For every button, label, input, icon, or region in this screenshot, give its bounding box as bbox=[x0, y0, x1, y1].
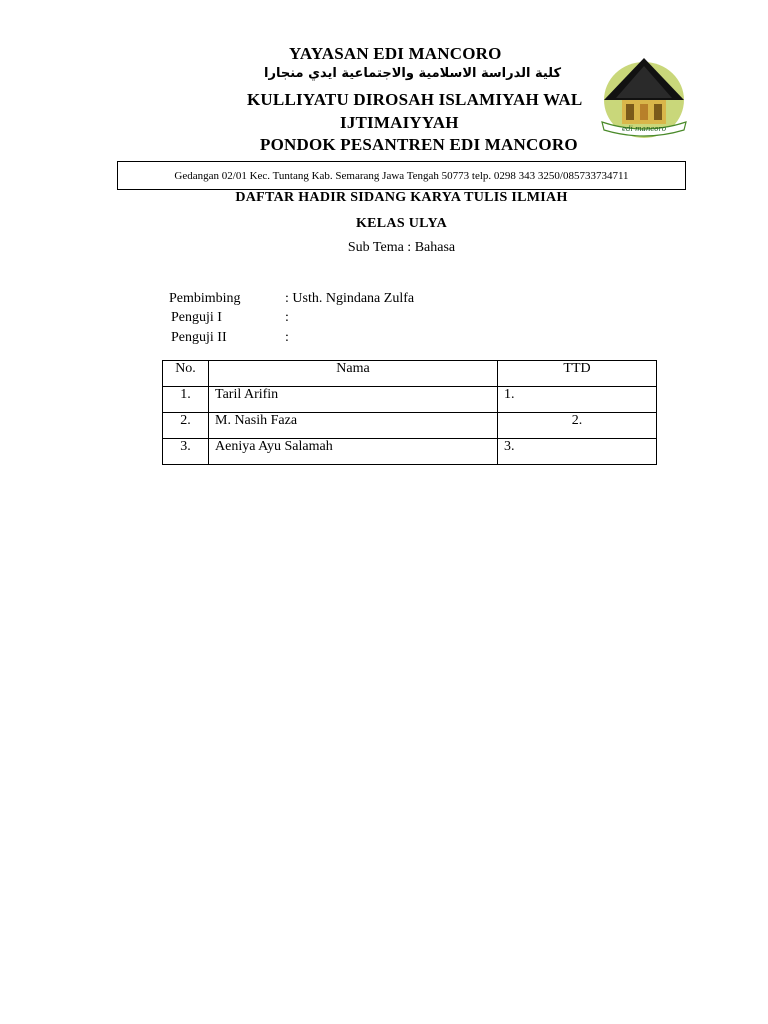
row-ttd: 3. bbox=[498, 439, 657, 465]
penguji1-label: Penguji I bbox=[171, 310, 222, 325]
logo-window-right bbox=[654, 104, 662, 120]
logo-window-left bbox=[626, 104, 634, 120]
subtheme: Sub Tema : Bahasa bbox=[347, 240, 456, 255]
foundation-name: YAYASAN EDI MANCORO bbox=[289, 44, 502, 63]
row-nama: Taril Arifin bbox=[209, 387, 498, 413]
logo-window-center bbox=[640, 104, 648, 120]
row-ttd: 2. bbox=[498, 413, 657, 439]
address-box bbox=[117, 161, 686, 190]
row-no: 2. bbox=[163, 413, 209, 439]
header-no: No. bbox=[163, 361, 209, 387]
header-ttd: TTD bbox=[498, 361, 657, 387]
college-name-line2: IJTIMAIYYAH bbox=[340, 113, 459, 132]
penguji2-value: : bbox=[285, 330, 289, 345]
arabic-college-name: كلية الدراسة الاسلامية والاجتماعية ايدي منجارا bbox=[264, 66, 562, 81]
table-header-row bbox=[163, 361, 657, 387]
table-row bbox=[163, 413, 657, 439]
document-title: DAFTAR HADIR SIDANG KARYA TULIS ILMIAH bbox=[235, 190, 568, 205]
row-nama: M. Nasih Faza bbox=[209, 413, 498, 439]
header-nama: Nama bbox=[209, 361, 498, 387]
attendance-table bbox=[162, 360, 657, 465]
logo-text: edi mancoro bbox=[621, 125, 667, 133]
edi-mancoro-logo bbox=[596, 56, 692, 140]
row-ttd: 1. bbox=[498, 387, 657, 413]
table-row bbox=[163, 387, 657, 413]
table-row bbox=[163, 439, 657, 465]
row-no: 1. bbox=[163, 387, 209, 413]
school-name: PONDOK PESANTREN EDI MANCORO bbox=[260, 135, 578, 154]
row-no: 3. bbox=[163, 439, 209, 465]
penguji1-value: : bbox=[285, 310, 289, 325]
class-title: KELAS ULYA bbox=[355, 216, 448, 231]
pembimbing-value: : Usth. Ngindana Zulfa bbox=[285, 291, 415, 306]
college-name-line1: KULLIYATU DIROSAH ISLAMIYAH WAL bbox=[247, 90, 583, 109]
pembimbing-label: Pembimbing bbox=[169, 291, 241, 306]
row-nama: Aeniya Ayu Salamah bbox=[209, 439, 498, 465]
address-text: Gedangan 02/01 Kec. Tuntang Kab. Semarang Jawa Tengah 50773 telp. 0298 343 3250/085733734711 bbox=[174, 169, 629, 182]
penguji2-label: Penguji II bbox=[171, 330, 227, 345]
